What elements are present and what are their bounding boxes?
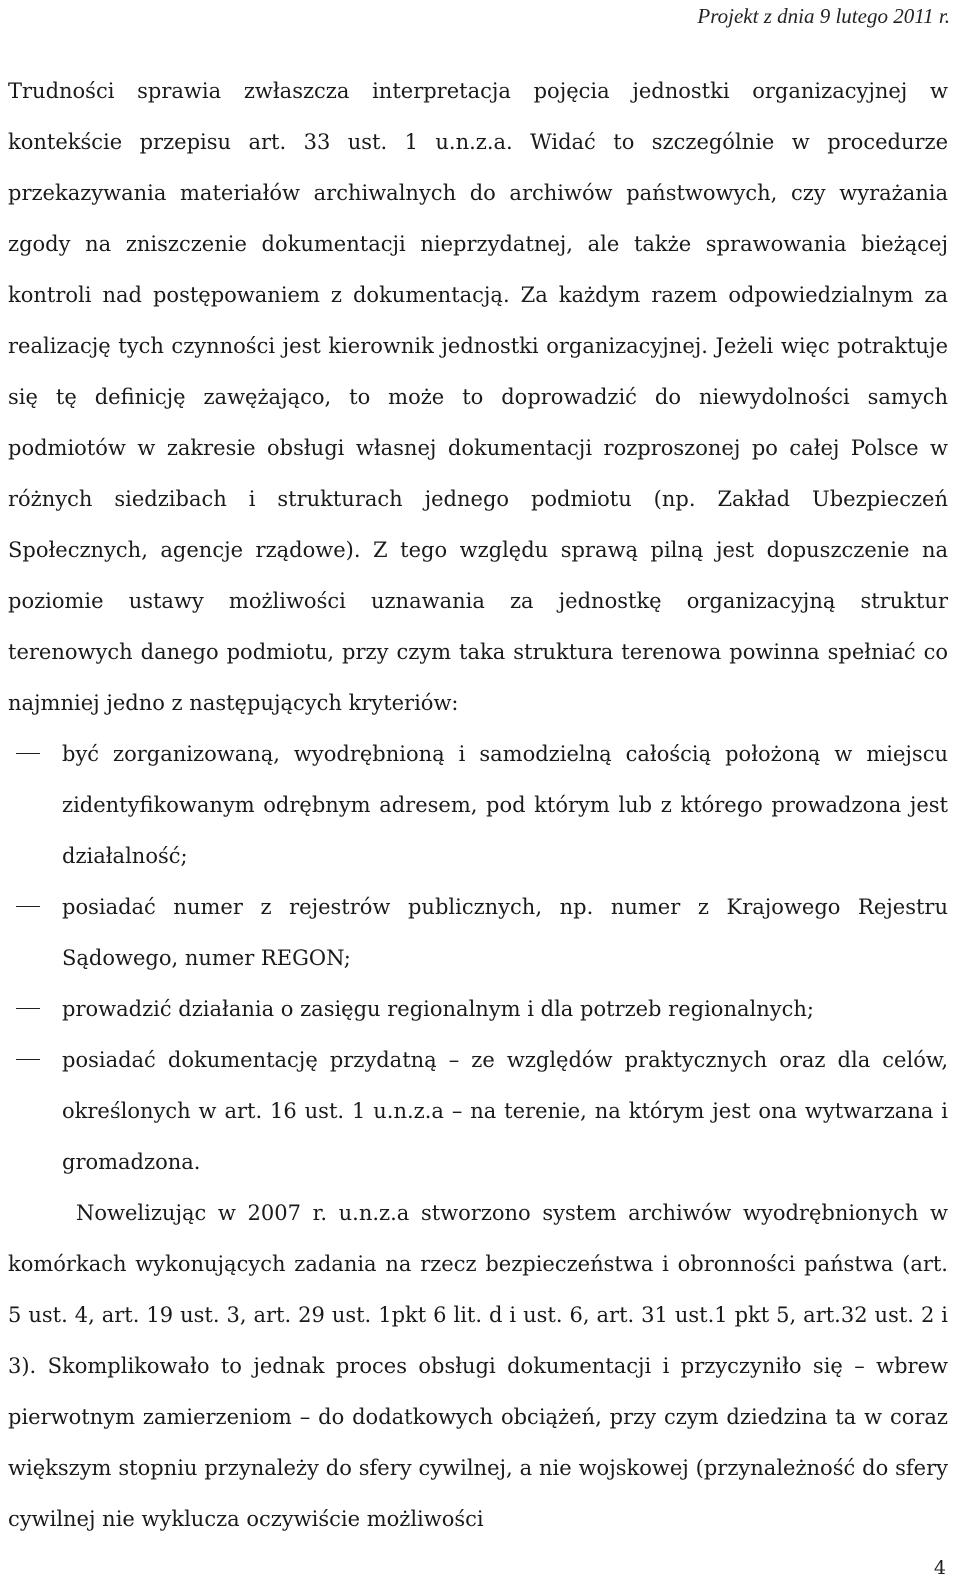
criteria-text: być zorganizowaną, wyodrębnioną i samodzielną całością położoną w miejscu zidentyfikowanym odrębnym adresem, pod którym lub z którego prowadzona jest działalność; — [62, 742, 948, 868]
criteria-text: posiadać dokumentację przydatną – ze względów praktycznych oraz dla celów, określonych w art. 16 ust. 1 u.n.z.a – na terenie, na którym jest ona wytwarzana i gromadzona. — [62, 1048, 948, 1174]
criteria-text: prowadzić działania o zasięgu regionalnym i dla potrzeb regionalnych; — [62, 997, 814, 1021]
criteria-list-item — [8, 984, 948, 1035]
page-number: 4 — [933, 1557, 946, 1579]
criteria-list-item — [8, 1035, 948, 1188]
dash-bullet-icon — [16, 1008, 40, 1009]
paragraph-interpretation: Trudności sprawia zwłaszcza interpretacja pojęcia jednostki organizacyjnej w kontekście przepisu art. 33 ust. 1 u.n.z.a. Widać to szczególnie w procedurze przekazywania materiałów archiwalnych do archiwów państwowych, czy wyrażania zgody na zniszczenie dokumentacji nieprzydatnej, ale także sprawowania bieżącej kontroli nad postępowaniem z dokumentacją. Za każdym razem odpowiedzialnym za realizację tych czynności jest kierownik jednostki organizacyjnej. Jeżeli więc potraktuje się tę definicję zawężająco, to może to doprowadzić do niewydolności samych podmiotów w zakresie obsługi własnej dokumentacji rozproszonej po całej Polsce w różnych siedzibach i strukturach jednego podmiotu (np. Zakład Ubezpieczeń Społecznych, agencje rządowe). Z tego względu sprawą pilną jest dopuszczenie na poziomie ustawy możliwości uznawania za jednostkę organizacyjną struktur terenowych danego podmiotu, przy czym taka struktura terenowa powinna spełniać co najmniej jedno z następujących kryteriów: — [8, 79, 948, 715]
dash-bullet-icon — [16, 906, 40, 907]
criteria-list-item — [8, 729, 948, 882]
dash-bullet-icon — [16, 1059, 40, 1060]
paragraph-amendment: Nowelizując w 2007 r. u.n.z.a stworzono system archiwów wyodrębnionych w komórkach wykonujących zadania na rzecz bezpieczeństwa i obronności państwa (art. 5 ust. 4, art. 19 ust. 3, art. 29 ust. 1pkt 6 lit. d i ust. 6, art. 31 ust.1 pkt 5, art.32 ust. 2 i 3). Skomplikowało to jednak proces obsługi dokumentacji i przyczyniło się – wbrew pierwotnym zamierzeniom – do dodatkowych obciążeń, przy czym dziedzina ta w coraz większym stopniu przynależy do sfery cywilnej, a nie wojskowej (przynależność do sfery cywilnej nie wyklucza oczywiście możliwości — [8, 1201, 948, 1531]
criteria-text: posiadać numer z rejestrów publicznych, np. numer z Krajowego Rejestru Sądowego, numer REGON; — [62, 895, 948, 970]
criteria-list-item — [8, 882, 948, 984]
criteria-list — [8, 729, 948, 1188]
dash-bullet-icon — [16, 753, 40, 754]
page-header: Projekt z dnia 9 lutego 2011 r. — [697, 4, 950, 28]
document-body — [8, 66, 948, 1545]
